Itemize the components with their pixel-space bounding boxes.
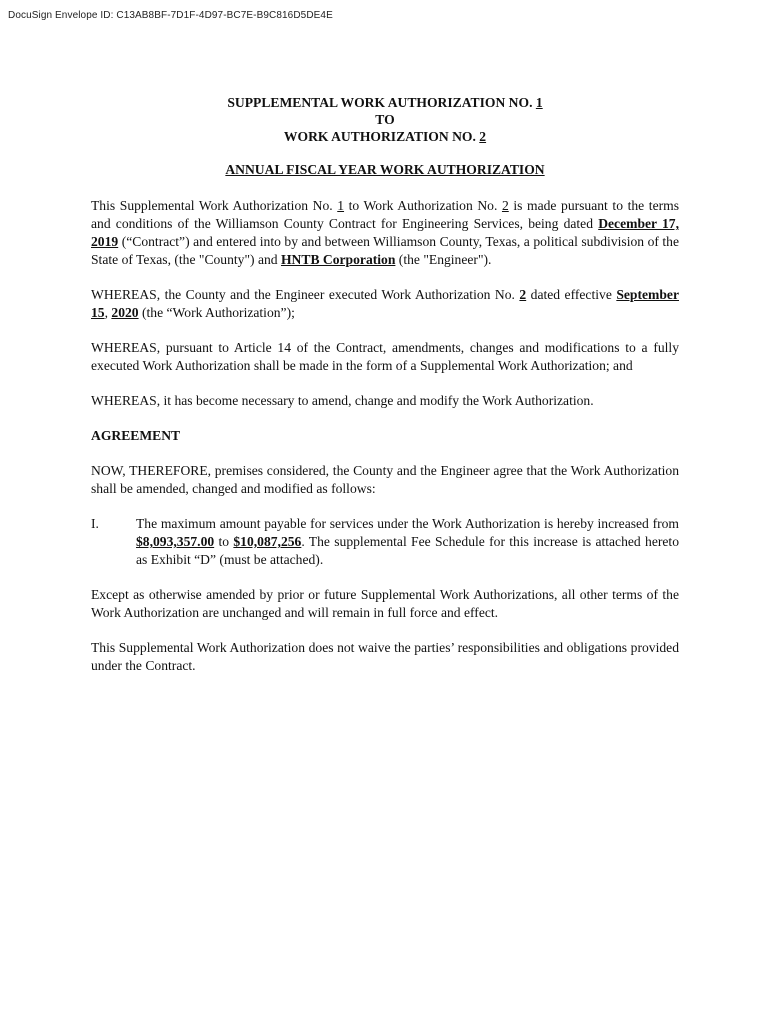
supplemental-number: 1 (535, 95, 543, 110)
work-authorization-number: 2 (479, 129, 487, 144)
swa-number: 1 (337, 198, 345, 213)
now-therefore-paragraph: NOW, THEREFORE, premises considered, the County and the Engineer agree that the Work Authorization shall be amended, changed and modified as follows: (91, 463, 679, 496)
effective-date-month-day: September 15 (91, 287, 679, 320)
list-item-text: The maximum amount payable for services under the Work Authorization is hereby increased from $8,093,357.00 to $10,087,256. The supplemental Fee Schedule for this increase is attached hereto as Exhibit “D” (must be attached). (136, 516, 679, 567)
title-line-3: WORK AUTHORIZATION NO. 2 (283, 129, 487, 144)
document-title (91, 94, 679, 145)
engineer-name: HNTB Corporation (280, 252, 396, 267)
except-paragraph: Except as otherwise amended by prior or future Supplemental Work Authorizations, all other terms of the Work Authorization are unchanged and will remain in full force and effect. (91, 587, 679, 620)
title-line-1: SUPPLEMENTAL WORK AUTHORIZATION NO. 1 (227, 95, 543, 110)
agreement-heading: AGREEMENT (91, 428, 181, 443)
wa-number-bold: 2 (519, 287, 527, 302)
whereas-necessary-paragraph: WHEREAS, it has become necessary to amend, change and modify the Work Authorization. (91, 393, 594, 408)
whereas-article-paragraph: WHEREAS, pursuant to Article 14 of the Contract, amendments, changes and modifications to a fully executed Work Authorization shall be made in the form of a Supplemental Work Authorization; and (91, 340, 679, 373)
list-item-number: I. (91, 516, 99, 531)
document-subtitle: ANNUAL FISCAL YEAR WORK AUTHORIZATION (225, 162, 545, 177)
wa-number: 2 (501, 198, 509, 213)
title-line-2: TO (375, 112, 395, 127)
list-item (91, 515, 679, 569)
contract-date: December 17, 2019 (91, 216, 679, 249)
docusign-envelope-id: DocuSign Envelope ID: C13AB8BF-7D1F-4D97-BC7E-B9C816D5DE4E (8, 10, 333, 21)
from-amount: $8,093,357.00 (136, 534, 215, 549)
whereas-executed-paragraph: WHEREAS, the County and the Engineer executed Work Authorization No. 2 dated effective September 15, 2020 (the “Work Authorization”); (91, 287, 679, 320)
to-amount: $10,087,256 (233, 534, 302, 549)
document-page (91, 94, 679, 675)
intro-paragraph: This Supplemental Work Authorization No. 1 to Work Authorization No. 2 is made pursuant to the terms and conditions of the Williamson County Contract for Engineering Services, being dated December 17, 2019 (“Contract”) and entered into by and between Williamson County, Texas, a political subdivision of the State of Texas, (the "County") and HNTB Corporation (the "Engineer"). (91, 198, 679, 267)
effective-date-year: 2020 (111, 305, 139, 320)
no-waiver-paragraph: This Supplemental Work Authorization does not waive the parties’ responsibilities and obligations provided under the Contract. (91, 640, 679, 673)
